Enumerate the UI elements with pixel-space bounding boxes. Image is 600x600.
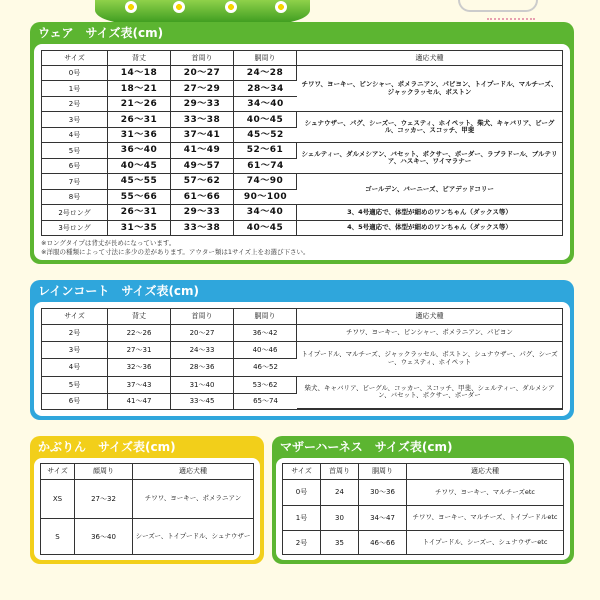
breeds-cell: ゴールデン、バーニーズ、ビアデッドコリー: [297, 174, 562, 205]
table-row: 2号 21～26 29～33 34～40: [42, 97, 562, 112]
breeds-cell: シェルティー、ダルメシアン、バセット、ボクサー、ボーダー、ラブラドール、ブルテリア、ハスキー、ワイマラナー: [297, 143, 562, 174]
raincoat-title: レインコート サイズ表(cm): [38, 284, 200, 298]
daisy-icon: [275, 1, 287, 13]
col-header-length: 背丈: [108, 309, 171, 325]
breeds-cell: シュナウザー、パグ、シーズー、ウェスティ、ホイペット、柴犬、キャバリア、ビーグル、コッカー、スコッチ、甲斐: [297, 112, 562, 143]
table-row: 6号 40～45 49～57 61～74: [42, 159, 562, 174]
wear-size-table: [41, 50, 563, 236]
col-header-breeds: 適応犬種: [297, 309, 562, 325]
wear-note-long: ※ロングタイプは背丈が長めになっています。: [41, 239, 176, 247]
daisy-icon: [173, 1, 185, 13]
table-row: 1号 18～21 27～29 28～34: [42, 81, 562, 96]
table-row: 5号 36～40 41～49 52～61 シェルティー、ダルメシアン、バセット、ボクサー、ボーダー、ラブラドール、ブルテリア、ハスキー、ワイマラナー: [42, 143, 562, 158]
table-row: 2号 35 46～66 トイプードル、シーズー、シュナウザーetc: [283, 531, 563, 554]
breeds-cell: 4、5号適応で、体型が細めのワンちゃん（ダックス等）: [347, 223, 512, 232]
col-header-breeds: 適応犬種: [407, 464, 563, 480]
harness-size-panel: [272, 436, 574, 564]
table-row: S 36～40 シーズー、トイプードル、シュナウザー: [41, 519, 253, 554]
ring-decoration: [458, 0, 538, 12]
col-header-chest: 胴周り: [234, 51, 297, 66]
col-header-breeds: 適応犬種: [133, 464, 253, 480]
breeds-cell: トイプードル、マルチーズ、ジャックラッセル、ボストン、シュナウザー、パグ、シーズー、ウェスティ、ホイペット: [297, 342, 562, 376]
table-row: 7号 45～55 57～62 74～90 ゴールデン、バーニーズ、ビアデッドコリー: [42, 174, 562, 189]
wear-note-sizing: ※洋服の種類によって寸法に多少の差があります。アウター類は1サイズ上をお選び下さい。: [41, 248, 310, 256]
col-header-neck: 首周り: [171, 309, 234, 325]
table-row: 4号 31～36 37～41 45～52: [42, 128, 562, 143]
harness-size-table: [282, 463, 564, 555]
col-header-neck: 首周り: [171, 51, 234, 66]
raincoat-size-table: [41, 308, 563, 410]
col-header-size: サイズ: [283, 464, 321, 480]
breeds-cell: チワワ、ヨーキー、ピンシャー、ポメラニアン、パピヨン: [297, 325, 562, 342]
daisy-icon: [125, 1, 137, 13]
col-header-length: 背丈: [108, 51, 171, 66]
table-row: 2号 22～26 20～27 36～42 チワワ、ヨーキー、ピンシャー、ポメラニアン、パピヨン: [42, 325, 562, 342]
col-header-size: サイズ: [42, 51, 108, 66]
table-row: 8号 55～66 61～66 90～100: [42, 190, 562, 205]
col-header-chest: 胴周り: [234, 309, 297, 325]
hat-size-panel: [30, 436, 264, 564]
table-row: 1号 30 34～47 チワワ、ヨーキー、マルチーズ、トイプードルetc: [283, 506, 563, 532]
col-header-size: サイズ: [41, 464, 75, 480]
breeds-cell: チワワ、ヨーキー、ピンシャー、ポメラニアン、パピヨン、トイプードル、マルチーズ、ジャックラッセル、ボストン: [297, 66, 562, 112]
table-row: 6号 41～47 33～45 65～74: [42, 394, 562, 409]
col-header-chest: 胴周り: [359, 464, 407, 480]
harness-title: マザーハーネス サイズ表(cm): [280, 440, 453, 454]
table-row: XS 27～32 チワワ、ヨーキー、ポメラニアン: [41, 480, 253, 519]
table-row: 0号 24 30～36 チワワ、ヨーキー、マルチーズetc: [283, 480, 563, 506]
hat-title: かぶりん サイズ表(cm): [38, 440, 176, 454]
breeds-cell: 3、4号適応で、体型が細めのワンちゃん（ダックス等）: [297, 205, 562, 220]
table-row: 3号ロング 31～35 33～38 40～45 4、5号適応で、体型が細めのワンちゃん（ダックス等）: [42, 221, 562, 235]
table-row: 3号 26～31 33～38 40～45 シュナウザー、パグ、シーズー、ウェスティ、ホイペット、柴犬、キャバリア、ビーグル、コッカー、スコッチ、甲斐: [42, 112, 562, 127]
wear-title: ウェア サイズ表(cm): [38, 26, 164, 40]
grass-decoration: [95, 0, 310, 24]
col-header-neck: 首周り: [321, 464, 359, 480]
col-header-face: 顔周り: [75, 464, 133, 480]
table-row: 3号 27～31 24～33 40～46 トイプードル、マルチーズ、ジャックラッセル、ボストン、シュナウザー、パグ、シーズー、ウェスティ、ホイペット: [42, 342, 562, 359]
wear-size-panel: [30, 22, 574, 264]
dots-decoration: [487, 18, 535, 20]
table-row: 0号 14～18 20～27 24～28 チワワ、ヨーキー、ピンシャー、ポメラニアン、パピヨン、トイプードル、マルチーズ、ジャックラッセル、ボストン: [42, 66, 562, 81]
col-header-breeds: 適応犬種: [297, 51, 562, 66]
raincoat-size-panel: [30, 280, 574, 420]
col-header-size: サイズ: [42, 309, 108, 325]
table-row: 5号 37～43 31～40 53～62 柴犬、キャバリア、ビーグル、コッカー、スコッチ、甲斐、シェルティー、ダルメシアン、バセット、ボクサー、ボーダー: [42, 377, 562, 394]
table-row: 2号ロング 26～31 29～33 34～40 3、4号適応で、体型が細めのワンちゃん（ダックス等）: [42, 205, 562, 220]
hat-size-table: [40, 463, 254, 555]
table-row: 4号 32～36 28～36 46～52: [42, 359, 562, 376]
breeds-cell: 柴犬、キャバリア、ビーグル、コッカー、スコッチ、甲斐、シェルティー、ダルメシアン、バセット、ボクサー、ボーダー: [297, 377, 562, 409]
daisy-icon: [225, 1, 237, 13]
